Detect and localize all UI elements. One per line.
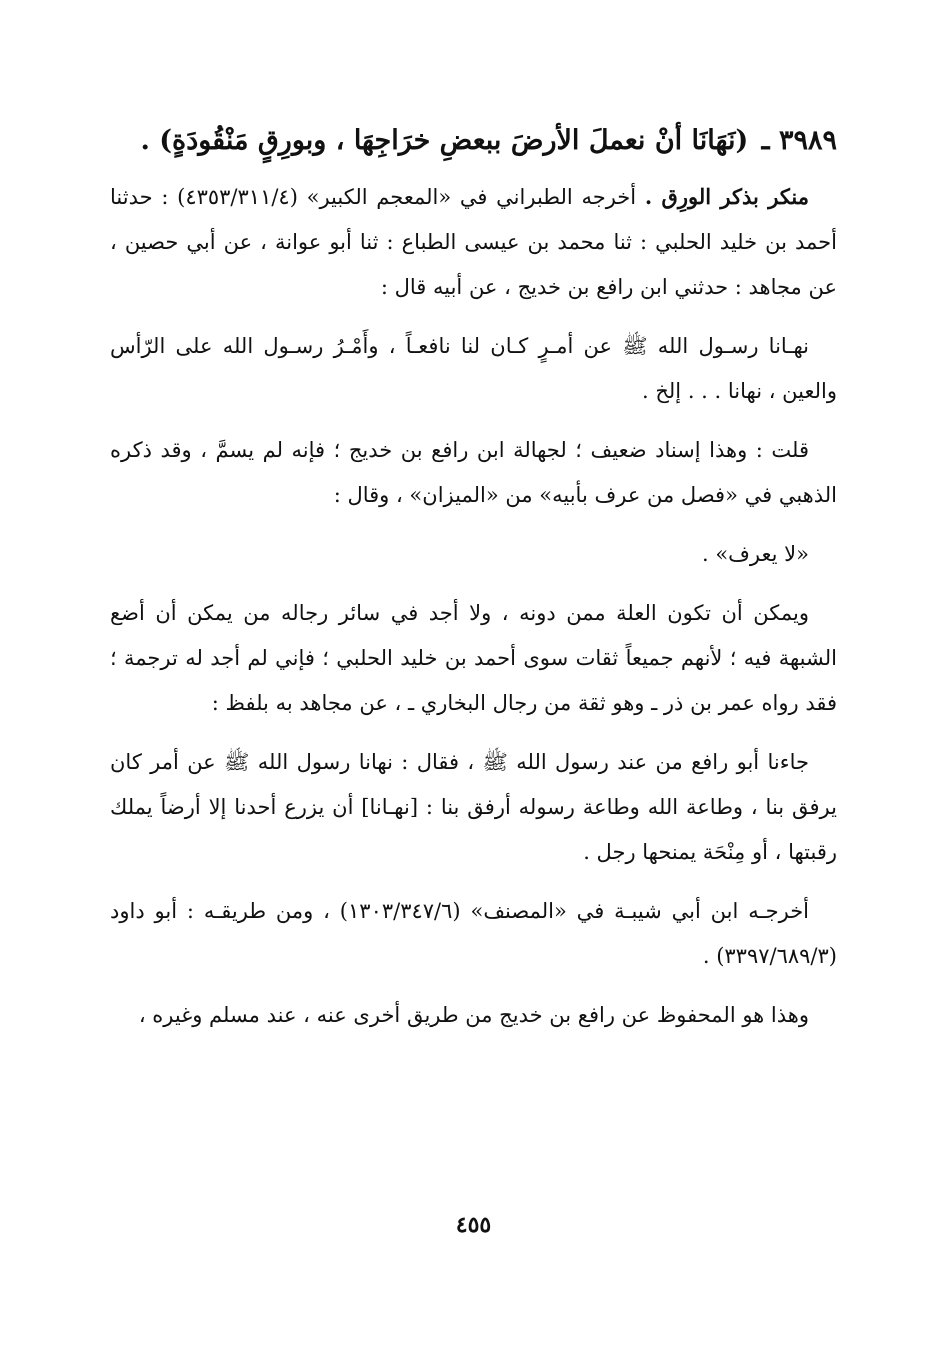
document-page xyxy=(110,118,837,1278)
hadith-number: ٣٩٨٩ ـ xyxy=(761,125,837,156)
hadith-heading xyxy=(110,118,837,164)
takhrij-paragraph xyxy=(110,174,837,310)
commentary-paragraph: قلت : وهذا إسناد ضعيف ؛ لجهالة ابن رافع بن خديج ؛ فإنه لم يسمَّ ، وقد ذكره الذهبي في «فصل من عرف بأبيه» من «الميزان» ، وقال : xyxy=(110,438,837,507)
page-number: ٤٥٥ xyxy=(455,1212,492,1238)
alternate-narration: جاءنا أبو رافع من عند رسول الله ﷺ ، فقال : نهانا رسول الله ﷺ عن أمر كان يرفق بنا ، وطاعة الله وطاعة رسوله أرفق بنا : [نهـانا] أن يزرع أحدنا إلا أرضاً يملك رقبتها ، أو مِنْحَة يمنحها رجل . xyxy=(110,750,837,864)
closing-paragraph: وهذا هو المحفوظ عن رافع بن خديج من طريق أخرى عنه ، عند مسلم وغيره ، xyxy=(138,1003,809,1027)
analysis-paragraph: ويمكن أن تكون العلة ممن دونه ، ولا أجد في سائر رجاله من يمكن أن أضع الشبهة فيه ؛ لأنهم جميعاً ثقات سوى أحمد بن خليد الحلبي ؛ فإني لم أجد له ترجمة ؛ فقد رواه عمر بن ذر ـ وهو ثقة من رجال البخاري ـ ، عن مجاهد به بلفظ : xyxy=(110,601,837,715)
dhahabi-quote: «لا يعرف» . xyxy=(701,542,809,566)
grading-lead: منكر بذكر الورِق . xyxy=(644,184,810,209)
source-citation: أخرجـه ابن أبي شيبـة في «المصنف» (١٣٠٣/٣٤٧/٦) ، ومن طريقـه : أبو داود (٣٣٩٧/٦٨٩/٣) . xyxy=(110,899,837,968)
quoted-narration: نهـانا رسـول الله ﷺ عن أمـرٍ كـان لنا نافعـاً ، وأَمْـرُ رسـول الله على الرّأس والعين ، نهانا . . . إلخ . xyxy=(110,334,837,403)
hadith-text: (نَهَانَا أنْ نعملَ الأرضَ ببعضِ خرَاجِهَا ، وبورِقٍ مَنْقُودَةٍ) . xyxy=(140,125,749,156)
takhrij-text: أخرجه الطبراني في «المعجم الكبير» (٤٣٥٣/٣١١/٤) : حدثنا أحمد بن خليد الحلبي : ثنا محمد بن عيسى الطباع : ثنا أبو عوانة ، عن أبي حصين ، عن مجاهد : حدثني ابن رافع بن خديج ، عن أبيه قال : xyxy=(110,185,837,299)
